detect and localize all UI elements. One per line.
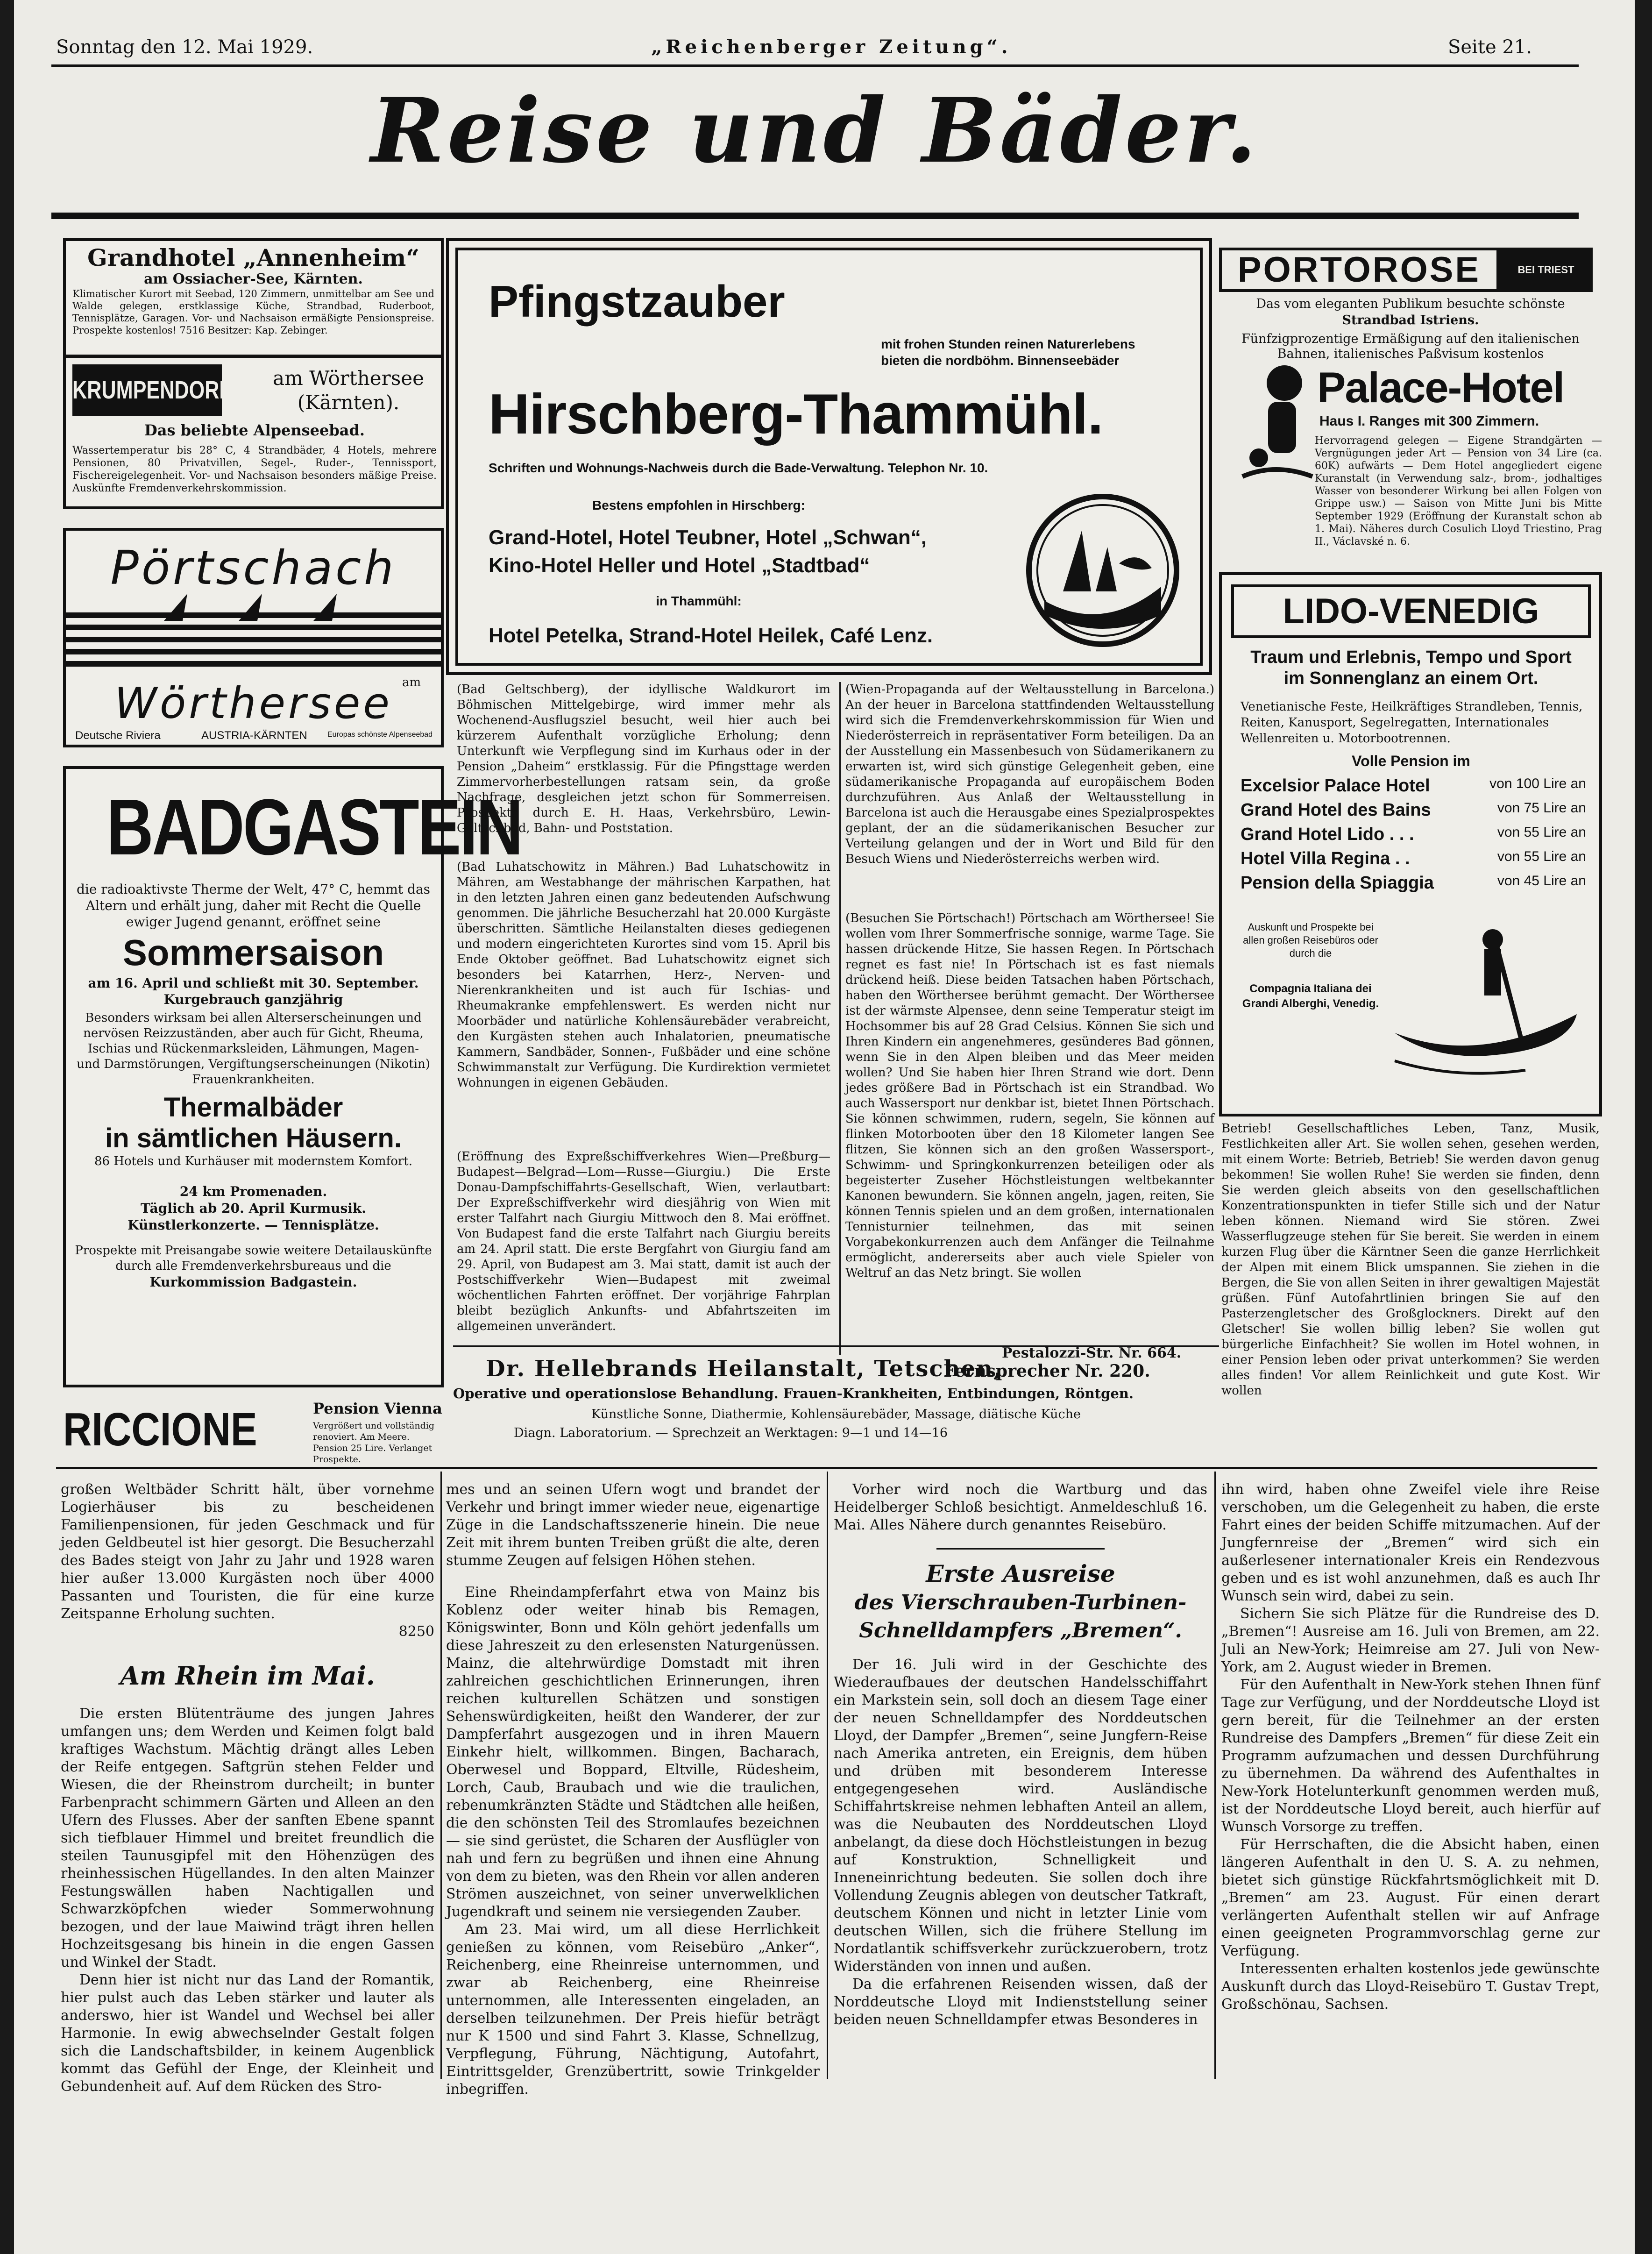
hellebrand-l3: Künstliche Sonne, Diathermie, Kohlensäurebäder, Massage, diätische Küche <box>591 1407 1081 1422</box>
badgastein-music: Täglich ab 20. April Kurmusik. <box>140 1201 367 1216</box>
portorose-line3: Fünfzigprozentige Ermäßigung auf den italienischen Bahnen, italienisches Paßvisum kostenlos <box>1241 332 1580 361</box>
portorose-hotel: Palace-Hotel <box>1317 364 1564 412</box>
bremen-text-1: Der 16. Juli wird in der Geschichte des Wiederaufbaues der deutschen Handelsschiffahrt ein Markstein sein, soll doch an diesem Tage einer der neuen Schnelldampfer des Norddeutschen Lloyd, der Dampfer „Bremen“, seine Jungfern-Reise nach Amerika antreten, ein Ereignis, dem hüben und drüben mit besonderem Interesse entgegengesehen wird. Ausländische Schiffahrtskreise nehmen lebhaften Anteil an allem, was die Neubauten des Norddeutschen Lloyd anbelangt, da diese doch Höchstleistungen in bezug auf Konstruktion, Schnelligkeit und Inneneinrichtung bedeuten. Sie sollen doch ihre Vollendung Zeugnis ablegen von deutscher Tatkraft, deutschem Können und nicht in letzter Linie vom deutschen Willen, sich die frühere Stellung im Nordatlantik schiffsverkehr zurückzuerobern, trotz Widerständen von innen und außen. <box>834 1657 1207 1975</box>
lido-hotel-price: von 45 Lire an <box>1497 873 1586 889</box>
portorose-line1: Das vom eleganten Publikum besuchte schönste <box>1256 297 1565 311</box>
pfingst-best: Bestens empfohlen in Hirschberg: <box>592 498 805 512</box>
gondola-icon <box>1385 921 1586 1098</box>
bremen-title-3: Schnelldampfers „Bremen“. <box>859 1619 1182 1643</box>
article-geltschberg-text: (Bad Geltschberg), der idyllische Waldkurort im Böhmischen Mittelgebirge, wird immer mehr als Wochenend-Ausflugsziel besucht, weil hier auch bei kürzerem Aufenthalt vorzügliche Erholung; denn Unterkunft wie Verpflegung sind im Kurhaus oder in der Pension „Daheim“ erstklassig. Für die Pfingsttage werden Zimmervorherbestellungen ratsam sein, da große Nachfrage, desgleichen jetzt schon für Sommerreisen. Prospekte durch E. H. Haas, Verkehrsbüro, Lewin-Geltschbad, Bahn- und Poststation. <box>457 683 830 835</box>
badgastein-p1: die radioaktivste Therme der Welt, 47° C, hemmt das Altern und erhält jung, daher mit Recht die Quelle ewiger Jugend genannt, eröffnet seine <box>76 882 431 930</box>
poertschach-bottom: Wörthersee <box>114 678 393 728</box>
lido-hotel-row <box>1241 873 1586 897</box>
badgastein-concerts: Künstlerkonzerte. — Tennisplätze. <box>128 1217 379 1233</box>
hellebrand-addr: Pestalozzi-Str. Nr. 664. <box>1002 1345 1182 1361</box>
lido-vp: Volle Pension im <box>1352 753 1470 769</box>
sailboat-logo-icon <box>1026 493 1180 647</box>
rhein-text-4: Eine Rheindampferfahrt etwa von Mainz bis Koblenz oder weiter hinab bis Remagen, Königswinter, Bonn und Köln gehört jedenfalls um diese Jahreszeit zu den erlesensten Naturgenüssen. Mainz, die altehrwürdige Domstadt mit ihren zahlreichen geschichtlichen Erinnerungen, ihren reichen kulturellen Schätzen und sonstigen Sehenswürdigkeiten, heißt den Wanderer, der zur Dampferfahrt ausgezogen und in ihren Mauern Einkehr hielt, willkommen. Bingen, Bacharach, Oberwesel und Boppard, Eltville, Rüdesheim, Lorch, Caub, Braubach und wie die traulichen, rebenumkränzten Städte und Städtchen alle heißen, die den schönsten Teil des Stromlaufes bezeichnen — sie sind gerüstet, die Scharen der Ausflügler von nah und fern zu begrüßen und ihnen eine Ahnung von dem zu bieten, was den Rhein vor allen anderen Strömen auszeichnet, von seiner unverwelklichen Jugendkraft und seinem nie versiegenden Zauber. <box>446 1584 820 1920</box>
article-poertschach-cont <box>1221 1121 1600 1462</box>
bremen-text-3: ihn wird, haben ohne Zweifel viele ihre Reise verschoben, um die Gelegenheit zu haben, die erste Fahrt eines der beiden Schiffe mitzumachen. Auf der Jungfernreise der „Bremen“ wird sich ein außerlesener internationaler Kreis ein Rendezvous geben und es ist wohl anzunehmen, daß es auch Ihr Wunsch sein wird, dabei zu sein. <box>1221 1481 1600 1604</box>
weltbaeder-text: großen Weltbäder Schritt hält, über vornehme Logierhäuser bis zu bescheidenen Familienpensionen, für jeden Geschmack und für jeden Geldbeutel ist hier gesorgt. Die Besucherzahl des Bades steigt von Jahr zu Jahr und 1928 waren hier außer 13.000 Kurgästen noch über 4000 Passanten und Touristen, die für eine kurze Zeitspanne Erholung suchten. <box>61 1481 434 1622</box>
badgastein-p3: Prospekte mit Preisangabe sowie weitere Detailauskünfte durch alle Fremdenverkehrsbureaus und die <box>75 1244 432 1273</box>
lido-hotel-row <box>1241 800 1586 825</box>
portorose-haus: Haus I. Ranges mit 300 Zimmern. <box>1319 413 1539 429</box>
poertschach-foot3: Europas schönste Alpenseebad <box>327 731 433 739</box>
portorose-name: PORTOROSE <box>1219 248 1499 292</box>
lower-col-2 <box>446 1481 820 2098</box>
rhein-text-6: Vorher wird noch die Wartburg und das Heidelberger Schloß besichtigt. Anmeldeschluß 16. Mai. Alles Nähere durch genanntes Reisebüro. <box>834 1481 1207 1533</box>
ad-riccione <box>63 1397 444 1467</box>
article-barcelona-text: (Wien-Propaganda auf der Weltausstellung in Barcelona.) An der heuer in Barcelona stattfindenden Weltausstellung wird sich die Fremdenverkehrskommission für Wien und Niederösterreich in repräsentativer Form beteiligen. Da an der Ausstellung ein Massenbesuch von Südamerikanern zu erwarten ist, wird sich günstige Gelegenheit geben, eine südamerikanische Propaganda auf europäischem Boden durchzuführen. Aus Anlaß der Weltausstellung in Barcelona ist auch die Herausgabe eines Spezialprospektes geplant, der an die südamerikanischen Besucher zur Verteilung gelangen und der in Wort und Bild für den Besuch Wiens und Niederösterreichs werben wird. <box>845 683 1214 866</box>
article-luhatschowitz <box>457 860 830 1168</box>
column-divider <box>440 1472 442 2079</box>
ad-krumpendorf <box>63 355 444 509</box>
lower-col-1 <box>61 1481 434 2095</box>
lido-hotel-name: Excelsior Palace Hotel <box>1241 776 1430 796</box>
ad-poertschach <box>63 528 444 747</box>
pfingst-place: Hirschberg-Thammühl. <box>489 382 1103 446</box>
badgastein-name: BADGASTEIN <box>106 783 522 872</box>
pfingst-hotels1: Grand-Hotel, Hotel Teubner, Hotel „Schwan“, <box>489 526 927 549</box>
lido-info: Auskunft und Prospekte bei allen großen Reisebüros oder durch die <box>1243 921 1378 959</box>
header-date: Sonntag den 12. Mai 1929. <box>56 36 313 58</box>
lido-hotel-name: Grand Hotel Lido . . . <box>1241 825 1414 844</box>
lido-s2: im Sonnenglanz an einem Ort. <box>1283 668 1539 688</box>
section-title: Reise und Bäder. <box>370 78 1260 183</box>
lido-hotel-name: Grand Hotel des Bains <box>1241 800 1431 820</box>
weltbaeder-num: 8250 <box>398 1623 434 1640</box>
ad-annenheim <box>63 238 444 357</box>
pfingst-sub1: mit frohen Stunden reinen Naturerlebens <box>881 337 1135 351</box>
badgastein-p2: Besonders wirksam bei allen Alterserscheinungen und nervösen Reizzuständen, aber auch für Gicht, Rheuma, Ischias und Rückenmarksleiden, Lähmungen, Magen- und Darmstörungen, Vergiftungserscheinungen (Nikotin) Frauenkrankheiten. <box>77 1011 430 1087</box>
poertschach-top: Pörtschach <box>110 540 397 595</box>
lido-hotel-row <box>1241 825 1586 849</box>
ad-lido <box>1219 572 1602 1116</box>
lido-s1: Traum und Erlebnis, Tempo und Sport <box>1250 647 1572 667</box>
krumpendorf-place: am Wörthersee (Kärnten). <box>272 367 425 414</box>
pfingst-sub2: bieten die nordböhm. Binnenseebäder <box>881 353 1120 368</box>
left-page-edge <box>0 0 14 2254</box>
lido-hotel-list <box>1241 776 1586 897</box>
lido-body: Venetianische Feste, Heilkräftiges Strandleben, Tennis, Reiten, Kanusport, Segelregatten, Internationales Wellenreiten u. Motorbootrennen. <box>1241 700 1583 746</box>
lido-hotel-price: von 75 Lire an <box>1497 800 1586 816</box>
article-poertschach-text: (Besuchen Sie Pörtschach!) Pörtschach am Wörthersee! Sie wollen vom Ihrer Sommerfrische sonnige, warme Tage. Sie hassen drückende Hitze, Sie hassen Regen. In Pörtschach regnet es fast nie! In Pörtschach ist es fast niemals drückend heiß. Diese beiden Tatsachen haben Pörtschach, haben den Wörthersee berühmt gemacht. Der Wörthersee ist der wärmste Alpensee, denn seine Temperatur steigt im Hochsommer bis auf 28 Grad Celsius. Können Sie sich und Ihren Kindern ein angenehmeres, gesünderes Bad gönnen, wenn Sie in den Alpen bleiben und das Meer meiden wollen? Und Sie haben hier Ihren Strand wie dort. Denn jedes größere Bad in Pörtschach ist ein Strandbad. Wo auch Wassersport nur denkbar ist, bietet Ihnen Pörtschach. Sie können schwimmen, rudern, segeln, Sie können auf flinken Motorbooten über den 18 Kilometer langen See flitzen, Sie können sich an den großen Wassersport-, Schwimm- und Springkonkurrenzen beteiligen oder als begeisterter Zuseher Höchstleistungen weltbekannter Kanonen bewundern. Sie können angeln, jagen, reiten, Sie können Tennis spielen und an dem großen, internationalen Tennisturnier teilnehmen, das mit seinen Vorgabekonkurrenzen auch dem Anfänger die Teilnahme ermöglicht, andererseits aber auch viele Spieler von Weltruf an das Netz bringt. Sie wollen <box>845 911 1214 1280</box>
hellebrand-phone: Fernsprecher Nr. 220. <box>943 1361 1150 1381</box>
lower-section-rule <box>56 1467 1597 1469</box>
portorose-body: Hervorragend gelegen — Eigene Strandgärten — Vergnügungen jeder Art — Pension von 34 Lire (ca. 60K) aufwärts — Dem Hotel angegliedert eigene Kuranstalt (in Verwendung salz-, brom-, jodhaltiges Wasser von besonderer Wirkung bei allen Folgen von Grippe usw.) — Saison von Mitte Juni bis Mitte September 1929 (Eröffnung der Kuranstalt schon ab 1. Mai). Näheres durch Cosulich Lloyd Triestino, Prag II., Václavské n. 6. <box>1315 435 1602 548</box>
article-donau <box>457 1149 830 1345</box>
lido-hotel-price: von 55 Lire an <box>1497 849 1586 864</box>
bather-icon <box>1238 364 1317 481</box>
article-barcelona <box>845 682 1214 911</box>
bremen-text-2: Da die erfahrenen Reisenden wissen, daß der Norddeutsche Lloyd mit Indienststellung seiner beiden neuen Schnelldampfer etwas Besonderes in <box>834 1976 1207 2028</box>
portorose-bei: BEI TRIEST <box>1499 248 1593 292</box>
badgastein-prom: 24 km Promenaden. <box>179 1184 327 1199</box>
rhein-text-5: Am 23. Mai wird, um all diese Herrlichkeit genießen zu können, vom Reisebüro „Anker“, Reichenberg, eine Rheinreise unternommen, und zwar ab Reichenberg, eine Rheinreise unternommen, alle Interessenten eingeladen, an derselben teilzunehmen. Der Preis hiefür beträgt nur K 1500 und sind Fahrt 3. Klasse, Schnellzug, Verpflegung, Führung, Nächtigung, Autofahrt, Eintrittsgelder, Grenzübertritt, sowie Trinkgelder inbegriffen. <box>446 1921 820 2098</box>
badgastein-hotels: 86 Hotels und Kurhäuser mit modernstem Komfort. <box>94 1154 412 1168</box>
hellebrand-title: Dr. Hellebrands Heilanstalt, Tetschen, <box>486 1356 1002 1382</box>
badgastein-season: Sommersaison <box>122 932 384 973</box>
badgastein-thermal1: Thermalbäder <box>163 1092 343 1123</box>
rhein-text-1: Die ersten Blütenträume des jungen Jahres umfangen uns; dem Werden und Keimen folgt bald kraftiges Wachstum. Mächtig drängt alles Leben der Reife entgegen. Saftgrün stehen Felder und Wiesen, die der Rheinstrom durcheilt; in bunter Farbenpracht schimmern Gärten und Alleen an den Ufern des Flusses. Aber der sanften Ebene spannt sich tiefblauer Himmel und breitet freundlich die steilen Taunusgipfel mit den Höhenzügen des rheinhessischen Hügellandes. In den alten Mainzer Festungswällen haben Nachtigallen und Schwarzköpfchen wieder Sommerwohnung bezogen, und der laue Maiwind trägt ihren hellen Hochzeitsgesang bis hinein in die engen Gassen und Winkel der Stadt. <box>61 1706 434 1970</box>
rhein-text-2: Denn hier ist nicht nur das Land der Romantik, hier pulst auch das Leben stärker und lauter als anderswo, hier ist Wandel und Wechsel bei aller Harmonie. In ewig abwechselnder Gestalt folgen sich die Landschaftsbilder, in keinem Augenblick kommt das Gefühl der Enge, der Kleinheit und Gebundenheit auf. Auf dem Rücken des Stro- <box>61 1972 434 2095</box>
right-page-edge <box>1635 0 1652 2254</box>
hellebrand-l2: Operative und operationslose Behandlung. Frauen-Krankheiten, Entbindungen, Röntgen. <box>453 1386 1134 1401</box>
article-poertschach-cont-text: Betrieb! Gesellschaftliches Leben, Tanz, Musik, Festlichkeiten aller Art. Sie wollen sehen, gesehen werden, mit einem Worte: Betrieb, Betrieb! Sie werden davon genug bekommen! Sie wollen Ruhe! Sie werden sie finden, denn Sie werden gleich abseits von den gesellschaftlichen Konzentrationspunkten in tiefer Stille sich und der Natur leben können. Niemand wird Sie stören. Zwei Wasserflugzeuge stehen für Sie bereit. Sie werden in einem kurzen Flug über die Kärntner Seen die ganze Herrlichkeit der Alpen mit einem Blick umspannen. Sie ziehen in die Bergen, die Sie von allen Seiten in ihrer gewaltigen Majestät grüßen. Fünf Autofahrtlinien bringen Sie auf den Pasterzengletscher des Großglockners. Direkt auf den Gletscher! Sie wollen billig leben? Sie wollen gut bürgerliche Einfachheit? Sie wollen im Hotel wohnen, in einer Pension leben oder privat unterkommen? Sie werden alles finden! Vor allem Reinlichkeit und gute Kost. Wir wollen <box>1221 1122 1600 1398</box>
portorose-line2: Strandbad Istriens. <box>1342 313 1479 327</box>
lower-col-3 <box>834 1481 1207 2060</box>
header-paper: „Reichenberger Zeitung“. <box>651 36 1012 58</box>
pfingst-line: Schriften und Wohnungs-Nachweis durch die Bade-Verwaltung. Telephon Nr. 10. <box>489 461 988 475</box>
rhein-text-3: mes und an seinen Ufern wogt und brandet der Verkehr und bringt immer wieder neue, eigenartige Züge in die Landschaftsszenerie hinein. Die neue Zeit mit ihrem bunten Treiben grüßt die alte, deren stumme Zeugen auf felsigen Höhen stehen. <box>446 1481 820 1569</box>
lido-hotel-row <box>1241 849 1586 873</box>
ad-badgastein <box>63 766 522 1387</box>
rhein-title: Am Rhein im Mai. <box>120 1661 375 1691</box>
header-page: Seite 21. <box>1448 36 1532 58</box>
poertschach-foot1: Deutsche Riviera <box>75 729 161 742</box>
poertschach-am: am <box>402 675 421 690</box>
lido-hotel-price: von 55 Lire an <box>1497 825 1586 840</box>
krumpendorf-body: Wassertemperatur bis 28° C, 4 Strandbäder, 4 Hotels, mehrere Pensionen, 80 Privatvillen, Segel-, Ruder-, Tennissport, Fischereigelegenheit. Vor- und Nachsaison besonders mäßige Preise. Auskünfte Fremdenverkehrskommission. <box>72 445 437 494</box>
pfingst-in-th: in Thammühl: <box>656 594 742 608</box>
bremen-rule <box>936 1548 1105 1550</box>
bremen-title-2: des Vierschrauben-Turbinen- <box>854 1591 1187 1614</box>
lido-name: LIDO-VENEDIG <box>1231 584 1591 638</box>
annenheim-body: Klimatischer Kurort mit Seebad, 120 Zimmern, unmittelbar am See und Walde gelegen, erstklassige Küche, Strandbad, Ruderboot, Tennisplätze, Garagen. Vor- und Nachsaison ermäßigte Pensionspreise. Prospekte kostenlos! 7516 Besitzer: Kap. Zebinger. <box>72 288 434 336</box>
poertschach-foot2: AUSTRIA-KÄRNTEN <box>201 729 307 742</box>
pfingst-title: Pfingstzauber <box>489 277 785 327</box>
bremen-title-1: Erste Ausreise <box>926 1560 1115 1587</box>
lido-hotel-name: Pension della Spiaggia <box>1241 873 1434 893</box>
lido-company: Compagnia Italiana dei Grandi Alberghi, Venedig. <box>1242 982 1379 1010</box>
bremen-text-4: Sichern Sie sich Plätze für die Rundreise des D. „Bremen“! Ausreise am 16. Juli von Bremen, am 22. Juli an New-York; Heimreise am 27. Juli von New-York, am 2. August wieder in Bremen. <box>1221 1606 1600 1675</box>
article-luhatschowitz-text: (Bad Luhatschowitz in Mähren.) Bad Luhatschowitz in Mähren, am Westabhange der mährischen Karpathen, hat in den letzten Jahren einen ganz bedeutenden Aufschwung genommen. Die jährliche Besucherzahl hat 20.000 Kurgäste überschritten. Sämtliche Heilanstalten dieses gediegenen und modern eingerichteten Kurortes sind vom 15. April bis Ende Oktober geöffnet. Bad Luhatschowitz eignet sich besonders bei Katarrhen, Herz-, Nerven- und Nierenkrankheiten und ist auch für Ischias- und Rheumakranke empfehlenswert. Es werden nicht nur Moorbäder und natürliche Kohlensäurebäder verabreicht, den Kurgästen stehen auch Inhalatorien, pneumatische Kammern, Sandbäder, Sonnen-, Fußbäder und eine schöne Schwimmanstalt zur Verfügung. Die Kurdirektion vermietet Wohnungen in eigenen Gebäuden. <box>457 860 830 1090</box>
title-rule <box>51 213 1579 219</box>
column-divider <box>839 682 841 1355</box>
header-rule <box>51 64 1579 67</box>
column-divider <box>827 1472 828 2079</box>
annenheim-sub: am Ossiacher-See, Kärnten. <box>144 271 363 287</box>
bremen-text-6: Für Herrschaften, die die Absicht haben, einen längeren Aufenthalt in den U. S. A. zu nehmen, bietet sich günstige Rückfahrtsmöglichkeit mit D. „Bremen“ am 23. August. Für einen derart verlängerten Aufenthalt stellen wir auf Anfrage einen geeigneten Programmvorschlag gerne zur Verfügung. <box>1221 1836 1600 1959</box>
pfingst-hotels2: Kino-Hotel Heller und Hotel „Stadtbad“ <box>489 554 870 577</box>
article-geltschberg <box>457 682 830 862</box>
krumpendorf-tag: Das beliebte Alpenseebad. <box>144 421 365 439</box>
sailboat-icons <box>159 589 355 622</box>
krumpendorf-name: KRUMPENDORF <box>72 364 222 416</box>
article-donau-text: (Eröffnung des Expreßschiffverkehres Wien—Preßburg—Budapest—Belgrad—Lom—Russe—Giurgiu.) Die Erste Donau-Dampfschiffahrts-Gesellschaft, Wien, verlautbart: Der Expreßschiffverkehr wird diesjährig von Wien mit erster Talfahrt nach Giurgiu Mittwoch den 8. Mai eröffnet. Von Budapest fand die erste Talfahrt nach Giurgiu bereits am 24. April statt. Die erste Bergfahrt von Giurgiu fand am 29. April, von Budapest am 3. Mai statt, damit ist auch der Postschiffverkehr Wien—Budapest mit zweimal wöchentlichen Fahrten eröffnet. Der vorjährige Fahrplan bleibt bezüglich Ankunfts- und Abfahrtszeiten im allgemeinen unverändert. <box>457 1150 830 1333</box>
ad-pfingst <box>455 248 1203 666</box>
badgastein-dates: am 16. April und schließt mit 30. September. Kurgebrauch ganzjährig <box>88 975 419 1007</box>
badgastein-kommission: Kurkommission Badgastein. <box>149 1274 357 1290</box>
column-divider <box>1214 1472 1216 2079</box>
badgastein-thermal2: in sämtlichen Häusern. <box>105 1123 402 1153</box>
lower-col-4 <box>1221 1481 1600 2060</box>
riccione-name: RICCIONE <box>63 1403 257 1456</box>
bremen-text-5: Für den Aufenthalt in New-York stehen Ihnen fünf Tage zur Verfügung, und der Norddeutsche Lloyd ist gern bereit, für die Teilnehmer an der ersten Rundreise des Dampfers „Bremen“ für diese Zeit ein Programm aufzumachen und dessen Durchführung zu übernehmen. Da während des Aufenthaltes in New-York Hotelunterkunft genommen werden muß, ist der Norddeutsche Lloyd bereit, auch hierfür auf Wunsch Vorsorge zu treffen. <box>1221 1677 1600 1835</box>
pfingst-hotels3: Hotel Petelka, Strand-Hotel Heilek, Café Lenz. <box>489 624 933 647</box>
lido-hotel-row <box>1241 776 1586 800</box>
ad-hellebrand <box>453 1345 1219 1462</box>
annenheim-title: Grandhotel „Annenheim“ <box>87 244 419 271</box>
riccione-body: Vergrößert und vollständig renoviert. Am Meere. Pension 25 Lire. Verlanget Prospekte. <box>313 1421 435 1465</box>
article-poertschach <box>845 911 1214 1345</box>
bremen-text-7: Interessenten erhalten kostenlos jede gewünschte Auskunft durch das Lloyd-Reisebüro T. Gustav Trept, Großschönau, Sachsen. <box>1221 1961 1600 2012</box>
lido-hotel-name: Hotel Villa Regina . . <box>1241 849 1410 868</box>
hellebrand-l4: Diagn. Laboratorium. — Sprechzeit an Werktagen: 9—1 und 14—16 <box>514 1426 948 1440</box>
riccione-pension: Pension Vienna <box>313 1400 442 1417</box>
ad-portorose <box>1219 243 1607 570</box>
lido-hotel-price: von 100 Lire an <box>1489 776 1586 791</box>
